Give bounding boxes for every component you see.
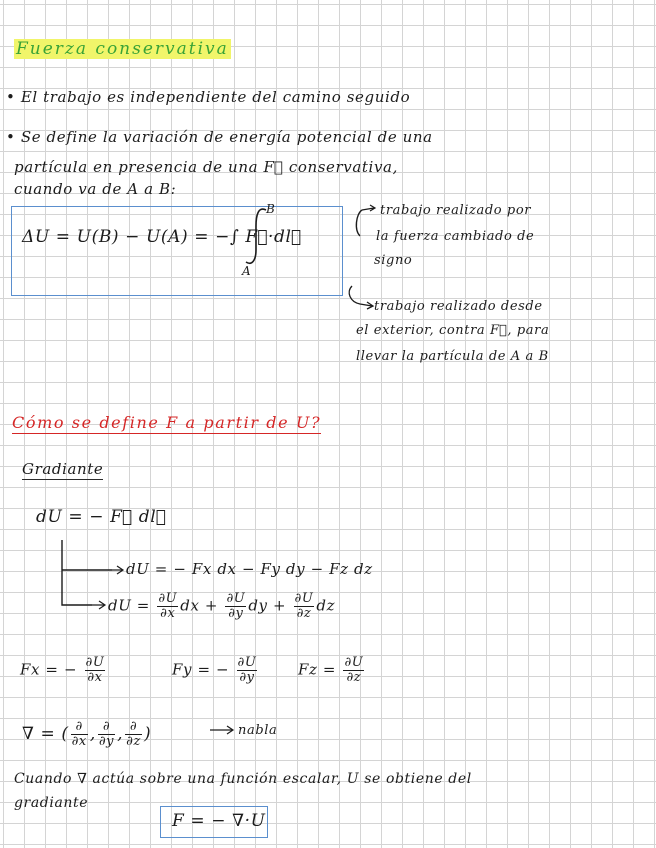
du-arrow2 [92, 601, 105, 609]
nabla-d-dx: $\frac{\partial}{\partial x}$ [71, 719, 87, 749]
du-partial-y-var: dy [248, 596, 268, 615]
du-partial-z: $\frac{\partial U}{\partial z}$ [294, 591, 314, 621]
du-partial-z-var: dz [316, 596, 336, 615]
final-formula: F = − ∇·U [172, 811, 266, 831]
du-partial-x-var: dx [180, 596, 200, 615]
bullet-definition-line3: cuando va de A a B: [14, 180, 177, 198]
bullet-independent-path: • El trabajo es independiente del camino seguido [6, 88, 411, 106]
section-title [14, 40, 231, 58]
bullet-definition-line1: • Se define la variación de energía potencial de una [6, 128, 433, 146]
du-arrow1 [112, 566, 123, 574]
fy-lhs: Fy = − [172, 660, 230, 679]
section-title-text: Fuerza conservativa [16, 39, 229, 59]
note1-arrow [362, 205, 375, 211]
note-work-force-line1: trabajo realizado por [380, 203, 532, 218]
nabla-lhs: ∇ = [22, 724, 56, 744]
note1-brace [356, 210, 362, 236]
nabla-definition: ∇ = ( $\frac{\partial}{\partial x}$ , $\frac{\partial}{\partial y}$ , $\frac{\partial}{\partial z}$ ) [22, 719, 152, 749]
gradient-subtitle-text: Gradiante [22, 460, 104, 478]
note-work-force-line2: la fuerza cambiado de [376, 229, 535, 244]
potential-energy-formula-box [11, 206, 343, 296]
gradient-subtitle [22, 460, 103, 478]
integral-lower-limit: A [242, 264, 252, 278]
integral-upper-limit: B [266, 202, 276, 216]
nabla-arrow [210, 726, 233, 734]
note-work-external-line3: llevar la partícula de A a B [356, 349, 549, 364]
potential-energy-formula: ΔU = U(B) − U(A) = −∫ F⃗·dl⃗ [22, 227, 302, 247]
du-partials: dU = $\frac{\partial U}{\partial x}$ dx + $\frac{\partial U}{\partial y}$ dy + $\frac{\partial U}{\partial z}$ dz [108, 591, 336, 621]
du-partials-lhs: dU = [108, 596, 150, 615]
fy-fraction: $\frac{\partial U}{\partial y}$ [237, 655, 257, 685]
note-work-external-line2: el exterior, contra F⃗, para [356, 323, 550, 338]
bullet-definition-line2: partícula en presencia de una F⃗ conservativa, [14, 158, 398, 176]
nabla-label: nabla [238, 723, 278, 738]
du-definition: dU = − F⃗ dl⃗ [36, 507, 167, 527]
gradient-explanation-line2: gradiante [14, 795, 89, 811]
question-heading [12, 414, 321, 432]
fx-equation [20, 656, 107, 685]
gradient-explanation-line1: Cuando ∇ actúa sobre una función escalar, U se obtiene del [14, 771, 472, 787]
fz-fraction: $\frac{\partial U}{\partial z}$ [344, 655, 364, 685]
fz-equation [298, 656, 366, 685]
note-work-external-line1: trabajo realizado desde [374, 299, 543, 314]
du-bracket [62, 540, 112, 605]
fz-lhs: Fz = [298, 660, 337, 679]
du-components: dU = − Fx dx − Fy dy − Fz dz [126, 560, 373, 578]
fx-fraction: $\frac{\partial U}{\partial x}$ [85, 655, 105, 685]
note2-hook [349, 286, 373, 309]
fx-lhs: Fx = − [20, 660, 78, 679]
nabla-d-dz: $\frac{\partial}{\partial z}$ [126, 719, 141, 749]
note-work-force-line3: signo [374, 253, 413, 268]
question-heading-text: Cómo se define F a partir de U? [12, 413, 322, 432]
du-partial-y: $\frac{\partial U}{\partial y}$ [226, 591, 246, 621]
nabla-d-dy: $\frac{\partial}{\partial y}$ [98, 719, 115, 749]
fy-equation [172, 656, 259, 685]
du-partial-x: $\frac{\partial U}{\partial x}$ [158, 591, 178, 621]
